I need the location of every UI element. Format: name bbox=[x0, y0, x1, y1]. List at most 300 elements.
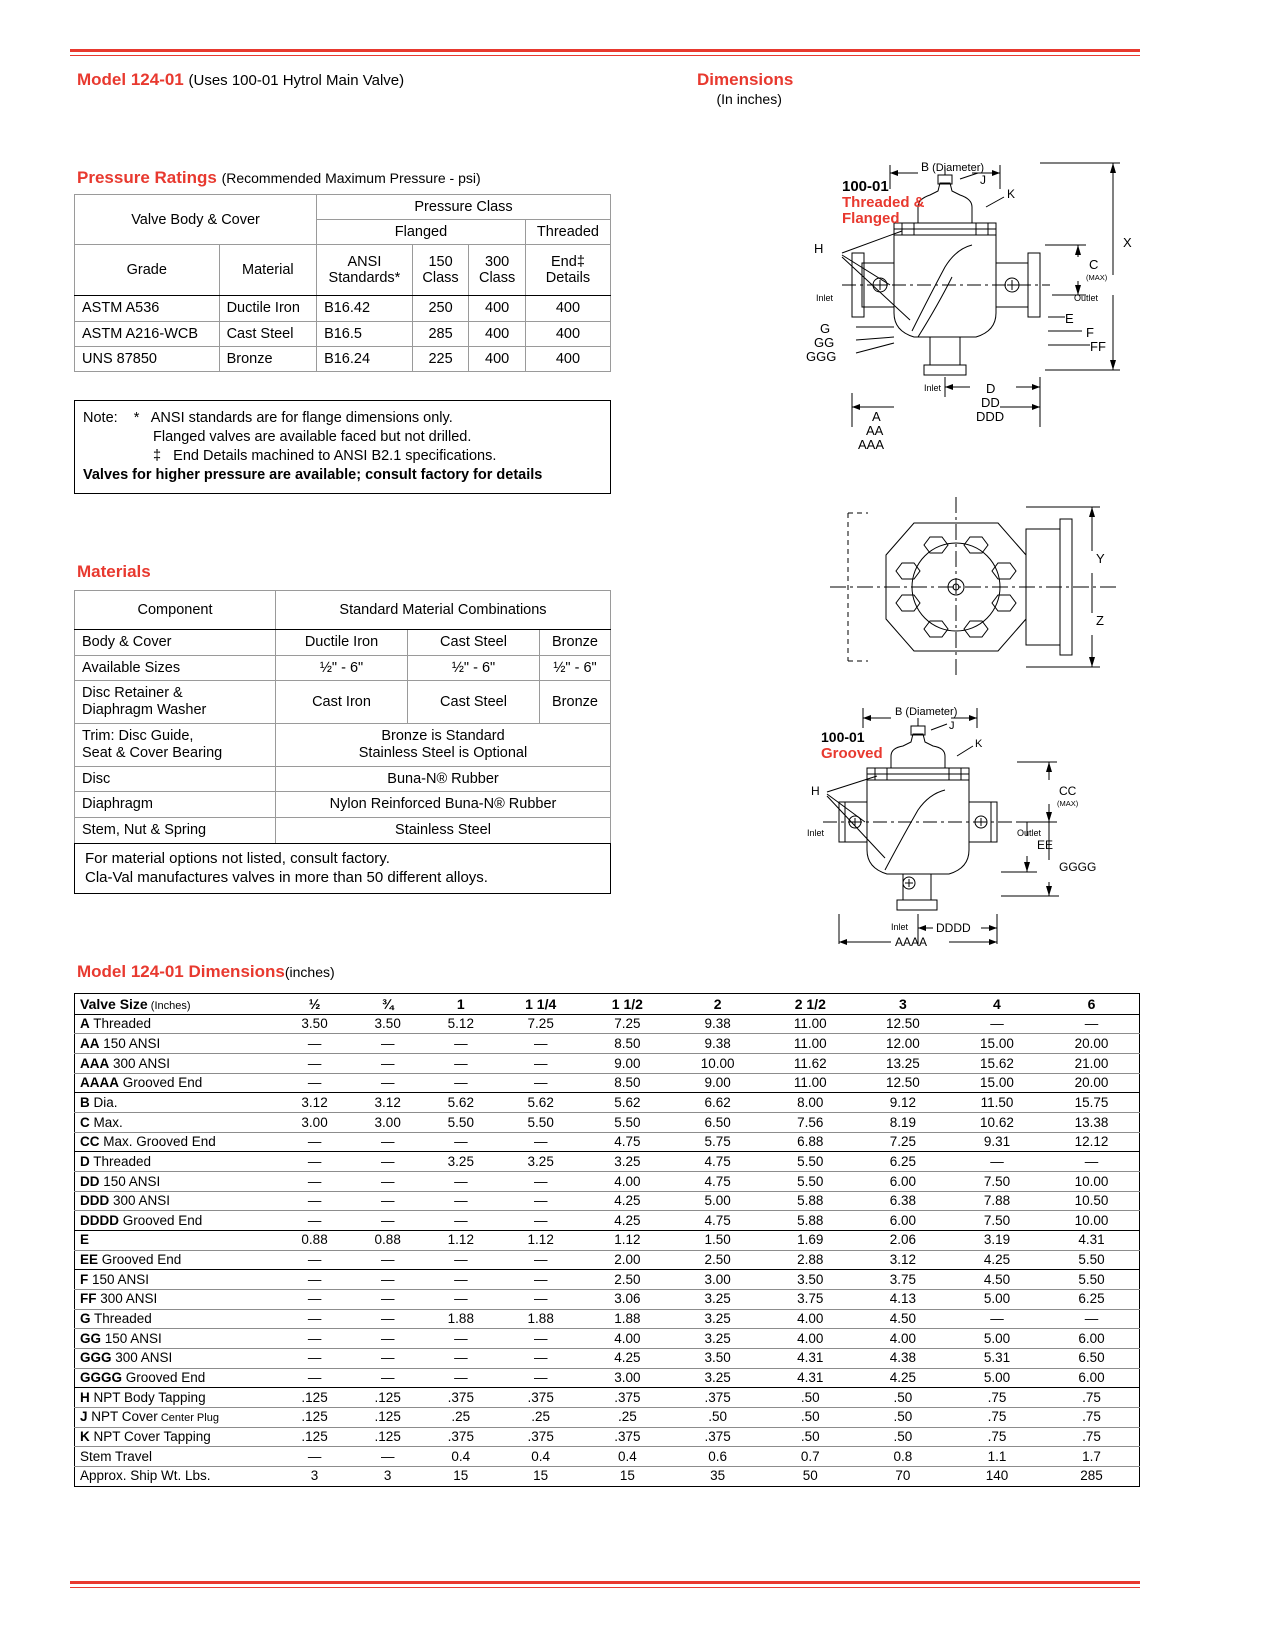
table-row bbox=[75, 1093, 1140, 1113]
dimension-cell: 1.1 bbox=[950, 1447, 1044, 1467]
pressure-ratings-subtitle: (Recommended Maximum Pressure - psi) bbox=[221, 170, 481, 186]
dimension-cell: — bbox=[351, 1172, 424, 1192]
dimension-cell: .75 bbox=[1044, 1388, 1140, 1408]
table-row bbox=[75, 1466, 1140, 1486]
dimension-cell: 2.88 bbox=[765, 1250, 856, 1270]
dimension-cell: 0.88 bbox=[278, 1230, 351, 1250]
dimension-cell: 5.50 bbox=[1044, 1270, 1140, 1290]
dimension-cell: 3.50 bbox=[351, 1014, 424, 1034]
row-label-body-cover: Body & Cover bbox=[75, 630, 276, 656]
dimension-row-label-8 bbox=[75, 1152, 279, 1172]
dimension-code: AA bbox=[80, 1035, 100, 1051]
dimension-cell: 3.19 bbox=[950, 1230, 1044, 1250]
dimension-cell: 4.00 bbox=[856, 1329, 950, 1349]
cell-material: Ductile Iron bbox=[219, 296, 316, 321]
cell-stem-value: Stainless Steel bbox=[276, 817, 611, 843]
dimension-code: H bbox=[80, 1389, 90, 1405]
cell-retainer-caststeel: Cast Steel bbox=[408, 681, 540, 724]
dimension-cell: 4.25 bbox=[584, 1348, 671, 1368]
cell-diaphragm-value: Nylon Reinforced Buna-N® Rubber bbox=[276, 792, 611, 818]
dimension-cell: — bbox=[424, 1191, 497, 1211]
cell-retainer-ductile: Cast Iron bbox=[276, 681, 408, 724]
dimension-cell: 6.25 bbox=[856, 1152, 950, 1172]
dimension-cell: 15.75 bbox=[1044, 1093, 1140, 1113]
table-row bbox=[75, 1073, 1140, 1093]
header-valve-body-cover: Valve Body & Cover bbox=[75, 195, 317, 245]
dimensions-table-heading bbox=[77, 962, 335, 982]
dimension-code: E bbox=[80, 1232, 90, 1248]
dimension-cell: 15.62 bbox=[950, 1054, 1044, 1074]
header-300-class bbox=[469, 245, 526, 296]
dimension-cell: .75 bbox=[950, 1407, 1044, 1427]
row-label-disc-retainer bbox=[75, 681, 276, 724]
dimension-row-label-5 bbox=[75, 1093, 279, 1113]
dimension-cell: .125 bbox=[351, 1427, 424, 1447]
dimension-cell: — bbox=[351, 1073, 424, 1093]
dimension-row-label-16 bbox=[75, 1309, 279, 1329]
table-row bbox=[75, 1289, 1140, 1309]
dimension-cell: — bbox=[278, 1289, 351, 1309]
label-outlet-grooved: Outlet bbox=[1017, 828, 1042, 838]
dimension-cell: 4.75 bbox=[584, 1132, 671, 1152]
dimension-cell: .375 bbox=[497, 1388, 584, 1408]
header-ansi-line2: Standards* bbox=[328, 270, 401, 287]
dimension-cell: 0.6 bbox=[671, 1447, 765, 1467]
dimension-desc: NPT Cover Tapping bbox=[89, 1429, 211, 1445]
cell-ductile-iron: Ductile Iron bbox=[276, 630, 408, 656]
dimension-cell: .75 bbox=[1044, 1407, 1140, 1427]
dimension-cell: 50 bbox=[802, 1468, 818, 1484]
dimension-desc-small: Center Plug bbox=[157, 1412, 219, 1425]
dimension-cell: — bbox=[424, 1073, 497, 1093]
dimension-cell: 12.12 bbox=[1044, 1132, 1140, 1152]
label-k-grooved: K bbox=[975, 738, 983, 750]
dimension-desc: 150 ANSI bbox=[88, 1271, 150, 1287]
dimension-cell: — bbox=[278, 1348, 351, 1368]
dimension-row-label-15 bbox=[75, 1289, 279, 1309]
label-d: D bbox=[986, 381, 996, 396]
dimension-code: GGG bbox=[80, 1350, 112, 1366]
dimension-cell: 3.25 bbox=[424, 1152, 497, 1172]
dimension-cell: 6.00 bbox=[856, 1172, 950, 1192]
dimension-cell: 3.50 bbox=[765, 1270, 856, 1290]
table-row bbox=[75, 1348, 1140, 1368]
model-title: Model 124-01 bbox=[77, 70, 184, 89]
header-150-line2: Class bbox=[422, 270, 459, 287]
dimensions-header-size-5: 1 1/2 bbox=[584, 994, 671, 1015]
header-grade: Grade bbox=[75, 245, 220, 296]
dimension-desc: 300 ANSI bbox=[96, 1291, 158, 1307]
header-pressure-class: Pressure Class bbox=[317, 195, 611, 220]
dimension-cell: 6.50 bbox=[671, 1113, 765, 1133]
dimension-cell: 3.25 bbox=[671, 1289, 765, 1309]
dimension-desc: Grooved End bbox=[98, 1252, 182, 1268]
header-ansi-standards bbox=[317, 245, 413, 296]
dimension-cell: 1.88 bbox=[584, 1309, 671, 1329]
dimension-cell: — bbox=[497, 1191, 584, 1211]
dimension-cell: 13.38 bbox=[1044, 1113, 1140, 1133]
label-b-text: B bbox=[921, 160, 930, 174]
dimension-cell: 5.12 bbox=[424, 1014, 497, 1034]
dimension-cell: 3.25 bbox=[497, 1152, 584, 1172]
label-z: Z bbox=[1096, 613, 1104, 628]
valve-size-units: (Inches) bbox=[147, 999, 191, 1012]
figure-valve-end-view bbox=[830, 495, 1130, 680]
dimension-cell: 10.62 bbox=[950, 1113, 1044, 1133]
note-star-text: ANSI standards are for flange dimensions only. bbox=[150, 410, 453, 426]
dimension-cell: .125 bbox=[278, 1407, 351, 1427]
dimensions-header-size-2: ¾ bbox=[351, 994, 424, 1015]
header-threaded: Threaded bbox=[525, 220, 610, 245]
dimension-cell: 8.00 bbox=[765, 1093, 856, 1113]
header-component: Component bbox=[75, 591, 276, 630]
dimension-cell: .375 bbox=[497, 1427, 584, 1447]
dimension-cell: 3.00 bbox=[584, 1368, 671, 1388]
dimension-cell: — bbox=[424, 1368, 497, 1388]
dimension-cell: 1.7 bbox=[1044, 1447, 1140, 1467]
cell-grade: ASTM A216-WCB bbox=[75, 321, 220, 346]
dimension-cell: 7.50 bbox=[950, 1211, 1044, 1231]
dimension-cell: — bbox=[278, 1054, 351, 1074]
dimensions-header-size-10: 6 bbox=[1044, 994, 1140, 1015]
dimension-code: EE bbox=[80, 1252, 99, 1268]
cell-300: 400 bbox=[469, 296, 526, 321]
dimension-cell: — bbox=[497, 1054, 584, 1074]
dimension-code: J bbox=[80, 1409, 88, 1425]
dimension-cell: — bbox=[497, 1270, 584, 1290]
dimension-cell: 4.00 bbox=[765, 1329, 856, 1349]
dimensions-header-size-4: 1 1/4 bbox=[497, 994, 584, 1015]
dimension-desc: 300 ANSI bbox=[109, 1193, 171, 1209]
dimension-desc: Approx. Ship Wt. Lbs. bbox=[80, 1468, 211, 1484]
dimension-desc: 150 ANSI bbox=[99, 1173, 161, 1189]
dimension-cell: 9.38 bbox=[671, 1014, 765, 1034]
dimension-cell: 3.00 bbox=[671, 1270, 765, 1290]
materials-table bbox=[74, 590, 611, 894]
figure1-title-line1: 100-01 bbox=[842, 178, 889, 195]
dimension-cell: — bbox=[351, 1309, 424, 1329]
dimension-cell: — bbox=[424, 1250, 497, 1270]
dimension-cell: .125 bbox=[351, 1388, 424, 1408]
note-dagger-text: End Details machined to ANSI B2.1 specifications. bbox=[173, 448, 497, 465]
dimension-cell: 4.31 bbox=[1044, 1230, 1140, 1250]
cell-trim-value bbox=[276, 723, 611, 766]
table-row bbox=[75, 723, 611, 766]
dimension-cell: 4.75 bbox=[671, 1211, 765, 1231]
label-e: E bbox=[1065, 311, 1074, 326]
end-view-svg bbox=[830, 495, 1130, 680]
dimensions-header-size-8: 3 bbox=[856, 994, 950, 1015]
note-line-1 bbox=[75, 409, 610, 428]
dimension-cell: — bbox=[950, 1152, 1044, 1172]
dimension-cell: 6.00 bbox=[1044, 1368, 1140, 1388]
dimension-cell: 0.4 bbox=[584, 1447, 671, 1467]
dimension-cell: 15 bbox=[533, 1468, 549, 1484]
header-end-line1: End‡ bbox=[551, 254, 585, 271]
table-row bbox=[75, 1309, 1140, 1329]
table-row bbox=[75, 1152, 1140, 1172]
dimension-row-label-9 bbox=[75, 1172, 279, 1192]
dimension-desc: 300 ANSI bbox=[109, 1055, 171, 1071]
row-label-trim bbox=[75, 723, 276, 766]
label-j: J bbox=[980, 173, 986, 187]
figure-100-01-grooved bbox=[805, 700, 1135, 965]
dimensions-subtitle: (In inches) bbox=[716, 91, 782, 107]
dimension-cell: 1.12 bbox=[584, 1230, 671, 1250]
dimension-desc: Max. bbox=[89, 1114, 123, 1130]
dimension-cell: .50 bbox=[856, 1427, 950, 1447]
table-row bbox=[75, 1388, 1140, 1408]
dimension-row-label-14 bbox=[75, 1270, 279, 1290]
table-row bbox=[75, 1113, 1140, 1133]
dimension-cell: — bbox=[278, 1132, 351, 1152]
label-c-max: (MAX) bbox=[1086, 273, 1108, 282]
dimension-cell: 285 bbox=[1080, 1468, 1103, 1484]
dimension-row-label-12 bbox=[75, 1230, 279, 1250]
cell-150: 250 bbox=[412, 296, 469, 321]
dimension-desc: Dia. bbox=[89, 1094, 118, 1110]
dimension-cell: — bbox=[497, 1073, 584, 1093]
dimension-cell: — bbox=[424, 1211, 497, 1231]
dimension-cell: 15 bbox=[453, 1468, 469, 1484]
dimension-cell: 0.4 bbox=[424, 1447, 497, 1467]
dimension-cell: .50 bbox=[856, 1407, 950, 1427]
dimension-cell: — bbox=[1044, 1152, 1140, 1172]
dimension-cell: 5.75 bbox=[671, 1132, 765, 1152]
cell-size-ductile: ½" - 6" bbox=[276, 655, 408, 681]
cell-material: Bronze bbox=[219, 346, 316, 371]
dimension-cell: 3 bbox=[310, 1468, 319, 1484]
row-label-available-sizes: Available Sizes bbox=[75, 655, 276, 681]
dimension-cell: — bbox=[278, 1211, 351, 1231]
dimension-cell: 7.50 bbox=[950, 1172, 1044, 1192]
dimension-cell: 3.25 bbox=[671, 1309, 765, 1329]
dimension-cell: 7.25 bbox=[497, 1014, 584, 1034]
dimension-cell: 3.25 bbox=[584, 1152, 671, 1172]
dimension-cell: — bbox=[351, 1132, 424, 1152]
note-label: Note: bbox=[83, 410, 118, 426]
dimension-cell: 7.56 bbox=[765, 1113, 856, 1133]
label-gggg: GGGG bbox=[1059, 860, 1097, 874]
dimension-cell: 11.62 bbox=[765, 1054, 856, 1074]
cell-grade: UNS 87850 bbox=[75, 346, 220, 371]
dimension-desc: 150 ANSI bbox=[101, 1330, 162, 1346]
dimension-code: F bbox=[80, 1271, 89, 1287]
table-row bbox=[75, 1270, 1140, 1290]
trim-value-line1: Bronze is Standard bbox=[381, 727, 505, 744]
dimension-desc: NPT Cover bbox=[87, 1409, 158, 1425]
dimension-cell: 4.50 bbox=[950, 1270, 1044, 1290]
dimension-cell: .50 bbox=[856, 1388, 950, 1408]
dimension-cell: 3.75 bbox=[765, 1289, 856, 1309]
table-row bbox=[75, 1368, 1140, 1388]
dimension-cell: — bbox=[351, 1211, 424, 1231]
dimensions-title: Dimensions bbox=[697, 70, 794, 89]
figure-100-01-threaded-flanged bbox=[790, 145, 1140, 490]
dimension-cell: — bbox=[497, 1034, 584, 1054]
dimension-cell: 10.00 bbox=[1044, 1211, 1140, 1231]
dimensions-header-size-7: 2 1/2 bbox=[765, 994, 856, 1015]
table-row bbox=[75, 1132, 1140, 1152]
dimension-cell: 4.38 bbox=[856, 1348, 950, 1368]
dimension-cell: 3.00 bbox=[278, 1113, 351, 1133]
cell-150: 285 bbox=[412, 321, 469, 346]
figure3-title-line1: 100-01 bbox=[821, 729, 865, 745]
dimensions-header-size-1: ½ bbox=[278, 994, 351, 1015]
dimension-cell: 10.50 bbox=[1044, 1191, 1140, 1211]
dimension-cell: 4.00 bbox=[584, 1172, 671, 1192]
dimension-cell: 3.75 bbox=[856, 1270, 950, 1290]
label-aa: AA bbox=[866, 423, 884, 438]
header-material: Material bbox=[219, 245, 316, 296]
dimension-cell: 4.00 bbox=[765, 1309, 856, 1329]
dimension-cell: .375 bbox=[584, 1388, 671, 1408]
label-b-sub: (Diameter) bbox=[932, 162, 985, 174]
table-row bbox=[75, 245, 611, 296]
header-flanged: Flanged bbox=[317, 220, 526, 245]
table-row bbox=[75, 1034, 1140, 1054]
dimension-cell: 6.00 bbox=[1044, 1329, 1140, 1349]
dimension-cell: — bbox=[351, 1191, 424, 1211]
header-150-line1: 150 bbox=[428, 254, 453, 271]
disc-retainer-line1: Disc Retainer & bbox=[82, 685, 183, 702]
label-g: G bbox=[820, 321, 831, 336]
dimensions-header-size-6: 2 bbox=[671, 994, 765, 1015]
dimension-cell: .75 bbox=[950, 1388, 1044, 1408]
dimension-row-label-13 bbox=[75, 1250, 279, 1270]
label-y: Y bbox=[1096, 551, 1105, 566]
label-x: X bbox=[1123, 235, 1132, 250]
dimension-cell: 11.00 bbox=[765, 1034, 856, 1054]
dimension-cell: 7.88 bbox=[950, 1191, 1044, 1211]
dimension-cell: — bbox=[497, 1329, 584, 1349]
dimension-cell: 12.00 bbox=[856, 1034, 950, 1054]
dimension-cell: .50 bbox=[671, 1407, 765, 1427]
dimension-cell: .125 bbox=[351, 1407, 424, 1427]
dimension-desc: Threaded bbox=[90, 1311, 152, 1327]
dimension-cell: 5.50 bbox=[424, 1113, 497, 1133]
dimension-desc: Max. Grooved End bbox=[99, 1134, 216, 1150]
dimension-cell: .25 bbox=[584, 1407, 671, 1427]
materials-heading bbox=[77, 562, 151, 582]
dimension-code: CC bbox=[80, 1134, 100, 1150]
dimension-row-label-22 bbox=[75, 1427, 279, 1447]
cell-end: 400 bbox=[525, 296, 610, 321]
note-star-marker: * bbox=[133, 410, 140, 426]
dimension-cell: — bbox=[351, 1329, 424, 1349]
dimension-cell: 5.50 bbox=[497, 1113, 584, 1133]
dimension-cell: 9.31 bbox=[950, 1132, 1044, 1152]
dimensions-table-title: Model 124-01 Dimensions bbox=[77, 962, 285, 981]
row-label-disc: Disc bbox=[75, 766, 276, 792]
label-b bbox=[921, 160, 984, 174]
label-cc: CC bbox=[1059, 784, 1077, 798]
dimension-cell: 13.25 bbox=[856, 1054, 950, 1074]
dimension-row-label-1 bbox=[75, 1014, 279, 1034]
note-line-3 bbox=[75, 447, 610, 466]
table-row bbox=[75, 655, 611, 681]
dimension-cell: — bbox=[278, 1172, 351, 1192]
row-label-diaphragm: Diaphragm bbox=[75, 792, 276, 818]
cell-ansi: B16.5 bbox=[317, 321, 413, 346]
table-row bbox=[75, 630, 611, 656]
dimension-cell: .75 bbox=[1044, 1427, 1140, 1447]
table-row bbox=[75, 296, 611, 321]
dimension-cell: — bbox=[1044, 1309, 1140, 1329]
dimension-cell: .375 bbox=[424, 1388, 497, 1408]
dimension-code: GG bbox=[80, 1330, 102, 1346]
dimension-cell: — bbox=[424, 1172, 497, 1192]
cell-150: 225 bbox=[412, 346, 469, 371]
header-ansi-line1: ANSI bbox=[347, 254, 382, 271]
pressure-ratings-table bbox=[74, 194, 611, 372]
dimension-cell: 6.00 bbox=[856, 1211, 950, 1231]
dimension-cell: 3.12 bbox=[278, 1093, 351, 1113]
dimension-row-label-20 bbox=[75, 1388, 279, 1408]
trim-line1: Trim: Disc Guide, bbox=[82, 727, 194, 744]
dimension-row-label-6 bbox=[75, 1113, 279, 1133]
dimension-cell: 7.25 bbox=[584, 1014, 671, 1034]
dimension-cell: 9.38 bbox=[671, 1034, 765, 1054]
label-j-grooved: J bbox=[949, 720, 955, 732]
dimension-cell: 20.00 bbox=[1044, 1034, 1140, 1054]
table-row bbox=[75, 1172, 1140, 1192]
dimension-cell: 0.4 bbox=[497, 1447, 584, 1467]
dimensions-heading bbox=[697, 70, 793, 107]
dimension-cell: 4.25 bbox=[856, 1368, 950, 1388]
label-h: H bbox=[814, 241, 824, 256]
label-ggg: GGG bbox=[806, 349, 837, 364]
note-bold-line: Valves for higher pressure are available; consult factory for details bbox=[83, 467, 543, 484]
header-300-line1: 300 bbox=[485, 254, 510, 271]
figure1-title-line2: Threaded & bbox=[842, 194, 925, 212]
table-row bbox=[75, 195, 611, 220]
dimension-cell: 8.50 bbox=[584, 1034, 671, 1054]
table-row bbox=[75, 1014, 1140, 1034]
valve-size-label: Valve Size bbox=[80, 995, 148, 1012]
dimension-cell: 3.25 bbox=[671, 1329, 765, 1349]
cell-disc-value: Buna-N® Rubber bbox=[276, 766, 611, 792]
table-row bbox=[75, 1427, 1140, 1447]
table-row bbox=[75, 766, 611, 792]
dimension-cell: 6.38 bbox=[856, 1191, 950, 1211]
table-row bbox=[75, 1329, 1140, 1349]
header-standard-combinations: Standard Material Combinations bbox=[276, 591, 611, 630]
label-aaaa: AAAA bbox=[895, 935, 928, 949]
dimension-cell: 4.25 bbox=[584, 1211, 671, 1231]
label-inlet-left: Inlet bbox=[816, 293, 834, 303]
dimension-code: AAAA bbox=[80, 1075, 119, 1091]
dimension-cell: — bbox=[278, 1447, 351, 1467]
dimension-cell: 1.12 bbox=[497, 1230, 584, 1250]
dimension-cell: 15.00 bbox=[950, 1073, 1044, 1093]
dimension-cell: 1.50 bbox=[671, 1230, 765, 1250]
dimension-cell: .125 bbox=[278, 1388, 351, 1408]
dimension-cell: 5.88 bbox=[765, 1211, 856, 1231]
dimension-cell: 6.88 bbox=[765, 1132, 856, 1152]
table-row bbox=[75, 1447, 1140, 1467]
dimension-cell: 3.25 bbox=[671, 1368, 765, 1388]
cell-cast-steel: Cast Steel bbox=[408, 630, 540, 656]
dimension-cell: — bbox=[278, 1191, 351, 1211]
dimension-cell: .50 bbox=[765, 1427, 856, 1447]
label-f: F bbox=[1086, 325, 1094, 340]
dimension-code: K bbox=[80, 1429, 90, 1445]
dimension-cell: — bbox=[351, 1152, 424, 1172]
dimension-cell: 4.25 bbox=[584, 1191, 671, 1211]
dimension-cell: 1.88 bbox=[497, 1309, 584, 1329]
dimension-cell: — bbox=[278, 1034, 351, 1054]
